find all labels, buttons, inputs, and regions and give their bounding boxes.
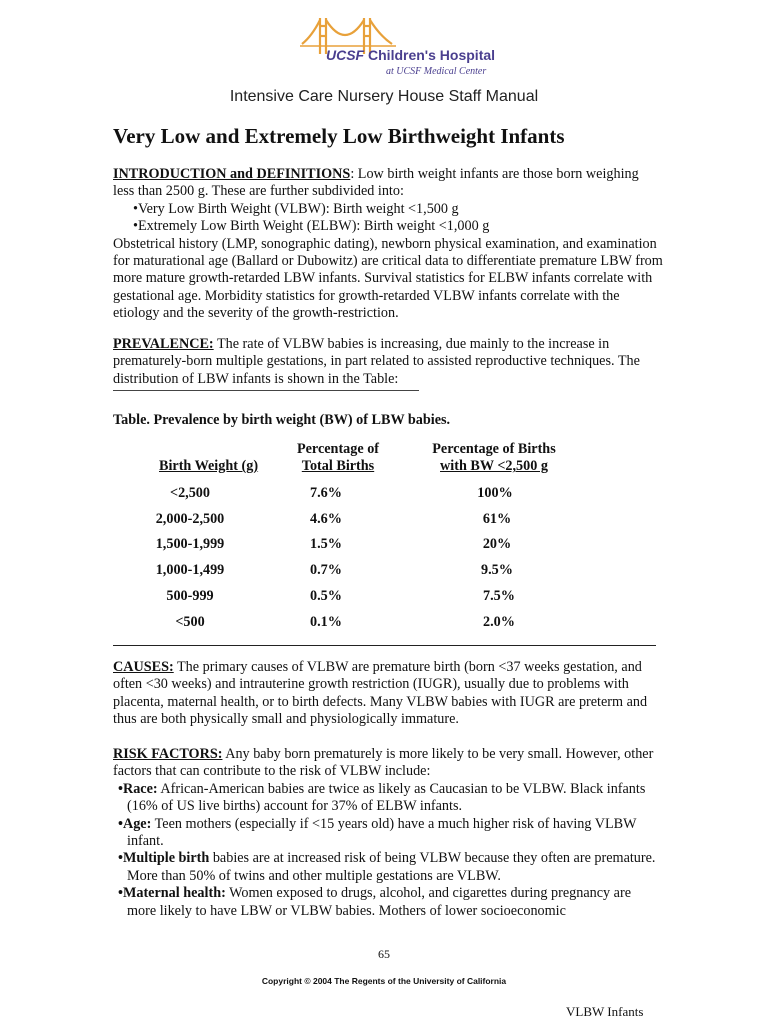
manual-title: Intensive Care Nursery House Staff Manual xyxy=(229,88,539,105)
page-title: Very Low and Extremely Low Birthweight Infants xyxy=(113,124,565,148)
col-header-total-births: Percentage of Total Births xyxy=(296,441,380,474)
list-item: •Age: Teen mothers (especially if <15 years old) have a much higher risk of having VLBW infant. xyxy=(118,815,637,850)
intro-heading: INTRODUCTION and DEFINITIONS xyxy=(113,166,351,182)
cell-birth-weight: 1,000-1,499 xyxy=(155,562,225,578)
cell-lbw-births: 7.5% xyxy=(483,588,515,604)
intro-bullet: •Very Low Birth Weight (VLBW): Birth weight <1,500 g xyxy=(133,200,459,217)
cell-birth-weight: <2,500 xyxy=(169,485,210,501)
intro-lead: : Low birth weight infants are those born weighing less than 2500 g. These are further subdivided into: xyxy=(113,166,639,200)
intro-bullet: •Extremely Low Birth Weight (ELBW): Birth weight <1,000 g xyxy=(133,218,490,235)
col-header-lbw-births: Percentage of Births with BW <2,500 g xyxy=(432,441,556,474)
cell-lbw-births: 61% xyxy=(482,511,512,527)
cell-total-births: 0.7% xyxy=(310,562,342,578)
logo-ucsf-text: UCSF xyxy=(326,47,365,63)
cell-total-births: 4.6% xyxy=(310,511,342,527)
risk-heading: RISK FACTORS: xyxy=(113,746,223,762)
causes-body: The primary causes of VLBW are premature birth (born <37 weeks gestation, and often <30 weeks) and intrauterine growth restriction (IUGR), usually due to problems with placenta, maternal health, or to birth defects. Many VLBW babies with IUGR are preterm and thus are both physically small and physiologically immature. xyxy=(113,659,648,728)
logo-hospital-name: Children's Hospital xyxy=(364,47,496,63)
prevalence-heading: PREVALENCE: xyxy=(113,336,214,352)
causes-heading: CAUSES: xyxy=(113,659,174,675)
dashed-divider xyxy=(113,390,419,391)
list-item: •Maternal health: Women exposed to drugs, alcohol, and cigarettes during pregnancy are more likely to have LBW or VLBW babies. Mothers of lower socioeconomic xyxy=(118,885,631,919)
list-item: •Race: African-American babies are twice as likely as Caucasian to be VLBW. Black infants (16% of US live births) account for 37% of ELBW infants. xyxy=(118,780,646,815)
logo-subtitle: at UCSF Medical Center xyxy=(386,66,487,77)
risk-lead: Any baby born prematurely is more likely to be very small. However, other factors that can contribute to the risk of VLBW include: xyxy=(113,746,654,780)
section-footer: VLBW Infants xyxy=(566,1004,644,1019)
cell-birth-weight: 2,000-2,500 xyxy=(155,511,225,527)
cell-birth-weight: 1,500-1,999 xyxy=(155,536,225,552)
cell-total-births: 1.5% xyxy=(310,536,342,552)
page-number: 65 xyxy=(378,947,390,961)
cell-total-births: 0.5% xyxy=(310,588,342,604)
intro-section xyxy=(113,166,663,323)
causes-section xyxy=(113,659,663,729)
cell-lbw-births: 100% xyxy=(477,485,513,501)
list-item: •Multiple birth babies are at increased risk of being VLBW because they often are premature. More than 50% of twins and other multiple gestations are VLBW. xyxy=(118,850,656,884)
intro-body: Obstetrical history (LMP, sonographic dating), newborn physical examination, and examination for maturational age (Ballard or Dubowitz) are critical data to differentiate premature LBW from more mature growth-retarded LBW infants. Survival statistics for ELBW infants correlate with gestational age. Morbidity statistics for growth-retarded VLBW infants correlate with the etiology and the severity of the growth-restriction. xyxy=(113,235,663,322)
cell-birth-weight: 500-999 xyxy=(166,588,214,604)
col-header-birth-weight: Birth Weight (g) xyxy=(159,458,259,474)
cell-total-births: 0.1% xyxy=(310,614,342,630)
cell-lbw-births: 2.0% xyxy=(483,614,515,630)
cell-birth-weight: <500 xyxy=(175,614,205,630)
cell-lbw-births: 9.5% xyxy=(481,562,513,578)
risk-factors-section xyxy=(113,746,663,920)
copyright-notice: Copyright © 2004 The Regents of the University of California xyxy=(261,976,507,986)
logo-wordmark xyxy=(326,47,495,63)
cell-total-births: 7.6% xyxy=(310,485,342,501)
prevalence-body: The rate of VLBW babies is increasing, due mainly to the increase in prematurely-born multiple gestations, in part related to assisted reproductive techniques. The distribution of LBW infants is shown in the Table: xyxy=(113,336,640,387)
cell-lbw-births: 20% xyxy=(482,536,512,552)
prevalence-section xyxy=(113,336,663,388)
table-caption: Table. Prevalence by birth weight (BW) of LBW babies. xyxy=(113,412,451,428)
table-bottom-rule xyxy=(113,645,656,646)
